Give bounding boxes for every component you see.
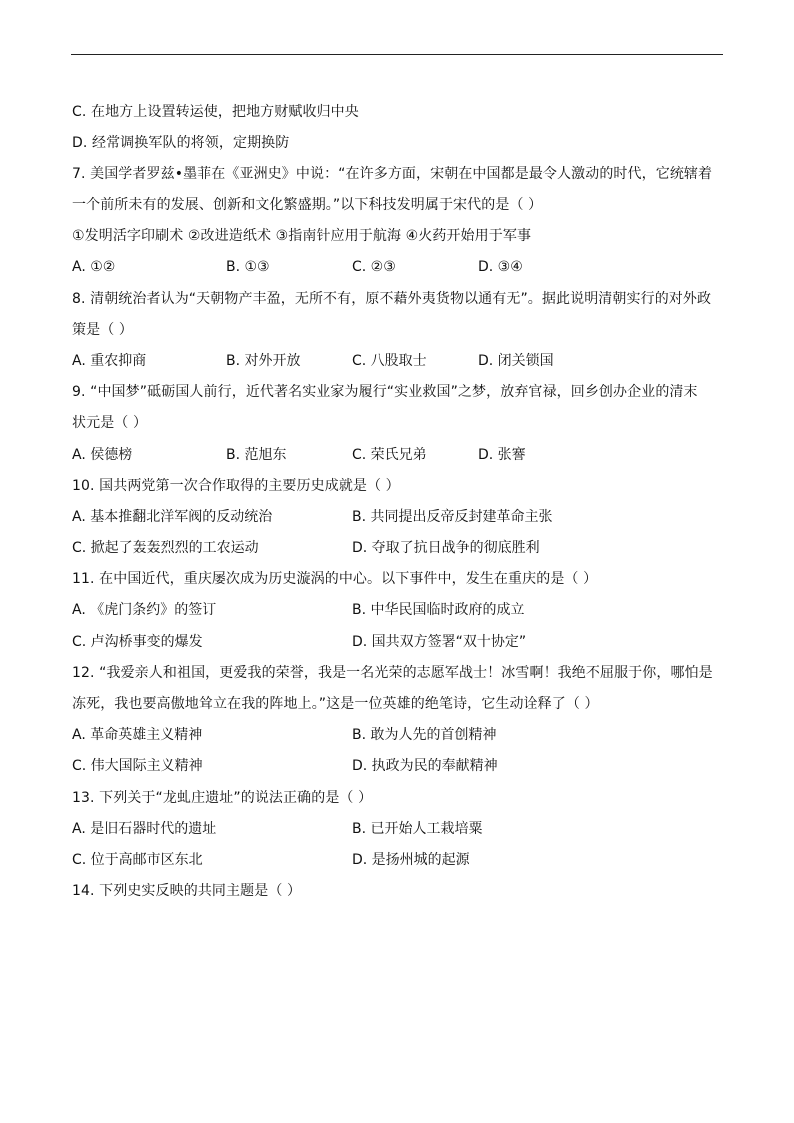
option-d: D. 执政为民的奉献精神	[352, 758, 498, 774]
option-a: A. ①②	[72, 259, 116, 275]
option-c: C. ②③	[352, 259, 396, 275]
option-b: B. 敢为人先的首创精神	[352, 727, 497, 743]
question-8-stem: 策是（ ）	[72, 322, 133, 338]
option-d: D. 闭关锁国	[478, 353, 554, 369]
option-c: C. 掀起了轰轰烈烈的工农运动	[72, 540, 259, 556]
option-b: B. 已开始人工栽培粟	[352, 821, 483, 837]
question-8-stem: 8. 清朝统治者认为“天朝物产丰盈，无所不有，原不藉外夷货物以通有无”。据此说明清朝实行的对外政	[72, 291, 712, 307]
option-c: C. 伟大国际主义精神	[72, 758, 203, 774]
question-9-stem: 状元是（ ）	[72, 415, 148, 431]
question-10-stem: 10. 国共两党第一次合作取得的主要历史成就是（ ）	[72, 478, 400, 494]
question-11-stem: 11. 在中国近代，重庆屡次成为历史漩涡的中心。以下事件中，发生在重庆的是（ ）	[72, 571, 598, 587]
question-7-items: ①发明活字印刷术 ②改进造纸术 ③指南针应用于航海 ④火药开始用于军事	[72, 228, 532, 244]
question-12-stem: 冻死，我也要高傲地耸立在我的阵地上。”这是一位英雄的绝笔诗，它生动诠释了（ ）	[72, 696, 599, 712]
option-c: C. 八股取士	[352, 353, 427, 369]
header-rule	[71, 54, 723, 55]
option-text: D. 经常调换军队的将领，定期换防	[72, 135, 290, 151]
option-b: B. 中华民国临时政府的成立	[352, 602, 525, 618]
option-b: B. 共同提出反帝反封建革命主张	[352, 509, 553, 525]
question-7-stem: 一个前所未有的发展、创新和文化繁盛期。”以下科技发明属于宋代的是（ ）	[72, 197, 543, 213]
question-7-stem: 7. 美国学者罗兹•墨菲在《亚洲史》中说：“在许多方面，宋朝在中国都是最令人激动的时代，它统辖着	[72, 166, 713, 182]
option-d: D. 国共双方签署“双十协定”	[352, 634, 527, 650]
option-d: D. 是扬州城的起源	[352, 852, 470, 868]
option-c: C. 卢沟桥事变的爆发	[72, 634, 203, 650]
option-c: C. 位于高邮市区东北	[72, 852, 203, 868]
option-text: C. 在地方上设置转运使，把地方财赋收归中央	[72, 104, 359, 120]
option-c: C. 荣氏兄弟	[352, 447, 427, 463]
option-a: A. 基本推翻北洋军阀的反动统治	[72, 509, 273, 525]
option-a: A. 革命英雄主义精神	[72, 727, 203, 743]
option-a: A. 《虎门条约》的签订	[72, 602, 217, 618]
option-a: A. 重农抑商	[72, 353, 147, 369]
option-b: B. 范旭东	[226, 447, 287, 463]
option-a: A. 是旧石器时代的遗址	[72, 821, 217, 837]
question-9-stem: 9. “中国梦”砥砺国人前行，近代著名实业家为履行“实业救国”之梦，放弃官禄，回乡创办企业的清末	[72, 384, 698, 400]
question-14-stem: 14. 下列史实反映的共同主题是（ ）	[72, 883, 302, 899]
option-d: D. 张謇	[478, 447, 526, 463]
question-12-stem: 12. “我爱亲人和祖国，更爱我的荣誉，我是一名光荣的志愿军战士！冰雪啊！我绝不屈服于你，哪怕是	[72, 665, 713, 681]
option-a: A. 侯德榜	[72, 447, 133, 463]
question-13-stem: 13. 下列关于“龙虬庄遗址”的说法正确的是（ ）	[72, 790, 373, 806]
option-d: D. ③④	[478, 259, 523, 275]
option-b: B. ①③	[226, 259, 270, 275]
option-b: B. 对外开放	[226, 353, 301, 369]
option-d: D. 夺取了抗日战争的彻底胜利	[352, 540, 540, 556]
